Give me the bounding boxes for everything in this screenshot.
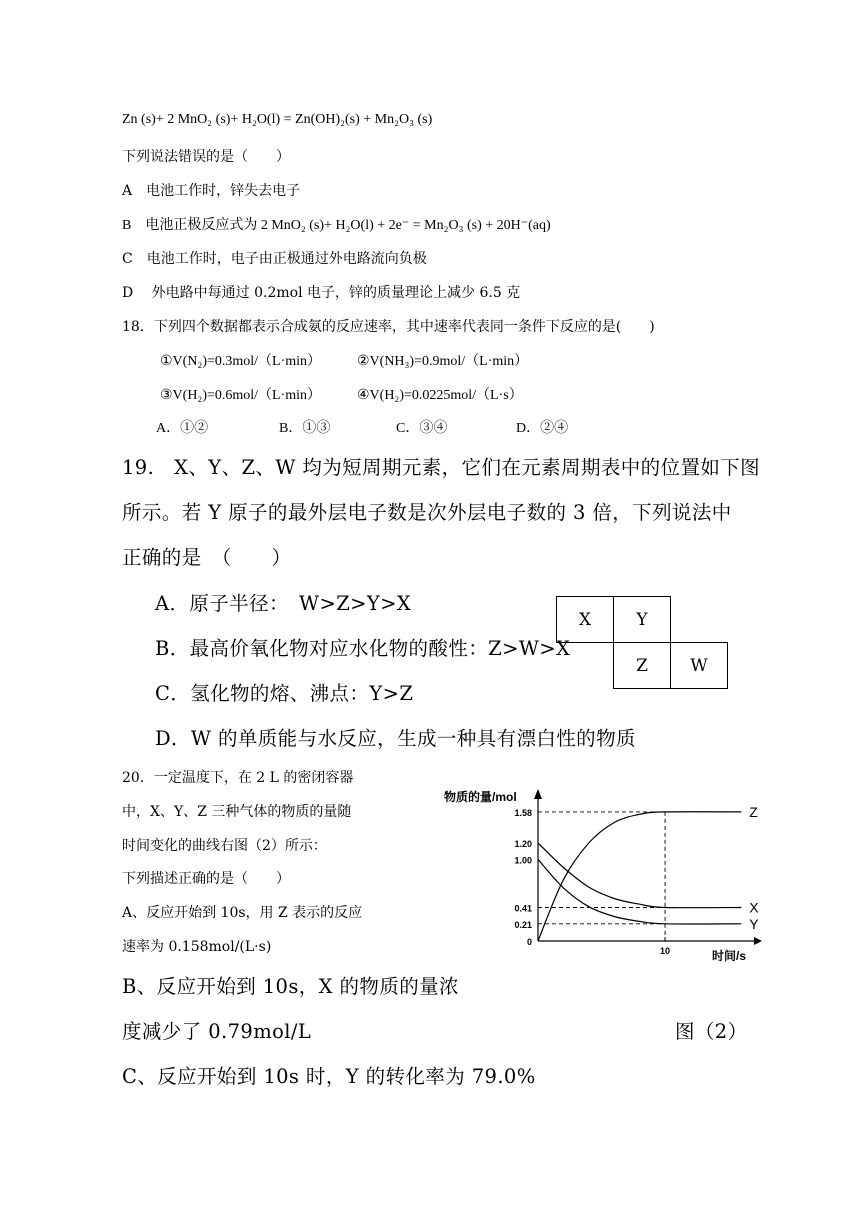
q20-line-2: 中，X、Y、Z 三种气体的物质的量随 [122, 804, 352, 820]
y-tick-label: 1.00 [514, 855, 532, 866]
figure-caption: 图（2） [675, 1020, 748, 1043]
q20-option-b-line-2: 度减少了 0.79mol/L [122, 1020, 312, 1043]
q17-option-c: C 电池工作时，电子由正极通过外电路流向负极 [122, 251, 427, 267]
q19-option-d: D．W 的单质能与水反应，生成一种具有漂白性的物质 [155, 727, 636, 750]
y-axis-arrow [534, 789, 542, 799]
q17-option-a: A 电池工作时，锌失去电子 [122, 183, 301, 199]
q18-option-a: A．①② [156, 421, 209, 436]
q20-option-a-line-1: A、反应开始到 10s，用 Z 表示的反应 [122, 905, 363, 921]
q17-option-b: B 电池正极反应式为 2 MnO₂ (s)+ H₂O(l) + 2e⁻ = Mn₂O₃ (s) + 20H⁻(aq) [122, 218, 551, 233]
series-line-x [538, 843, 741, 908]
amount-vs-time-chart [432, 784, 772, 966]
q18-rate-1: ①V(N₂)=0.3mol/（L·min） [160, 354, 322, 369]
q17-option-d: D 外电路中每通过 0.2mol 电子，锌的质量理论上减少 6.5 克 [122, 285, 521, 301]
y-tick-label: 0.21 [514, 919, 532, 930]
y-axis-label: 物质的量/mol [444, 790, 517, 804]
y-tick-label: 0.41 [514, 903, 532, 914]
q20-option-c: C、反应开始到 10s 时，Y 的转化率为 79.0% [122, 1065, 536, 1088]
x-axis-arrow [754, 937, 762, 945]
q18-option-b: B．①③ [279, 421, 331, 436]
q19-option-c: C．氢化物的熔、沸点：Y>Z [155, 682, 414, 705]
y-tick-label: 1.58 [514, 807, 532, 818]
series-label-y: Y [749, 915, 759, 932]
q18-stem: 18．下列四个数据都表示合成氨的反应速率，其中速率代表同一条件下反应的是( ) [122, 319, 655, 335]
series-line-y [538, 859, 741, 924]
periodic-table-fragment [556, 596, 728, 689]
cell-empty [557, 643, 614, 689]
q19-line-2: 所示。若 Y 原子的最外层电子数是次外层电子数的 3 倍，下列说法中 [122, 501, 732, 524]
q18-rate-2: ②V(NH₃)=0.9mol/（L·min） [357, 354, 529, 369]
q19-line-3: 正确的是 （ ） [122, 546, 292, 569]
series-label-x: X [749, 899, 759, 916]
cell-y: Y [614, 597, 671, 643]
q18-option-d: D．②④ [516, 421, 569, 436]
q19-line-1: 19. X、Y、Z、W 均为短周期元素，它们在元素周期表中的位置如下图 [122, 456, 761, 479]
q18-option-c: C．③④ [396, 421, 448, 436]
q18-rate-4: ④V(H₂)=0.0225mol/（L·s） [357, 388, 523, 403]
q20-option-a-line-2: 速率为 0.158mol/(L·s) [122, 939, 272, 955]
x-axis-label: 时间/s [712, 949, 747, 963]
cell-z: Z [614, 643, 671, 689]
q20-line-4: 下列描述正确的是（ ） [122, 871, 290, 887]
cell-x: X [557, 597, 614, 643]
q19-option-a: A．原子半径： W>Z>Y>X [155, 592, 412, 615]
y-tick-label: 0 [526, 937, 532, 947]
cell-empty [671, 597, 728, 643]
cell-w: W [671, 643, 728, 689]
q18-rate-3: ③V(H₂)=0.6mol/（L·min） [160, 388, 322, 403]
q20-line-3: 时间变化的曲线右图（2）所示： [122, 838, 327, 854]
q18-options [156, 417, 596, 437]
q17-stem: 下列说法错误的是（ ） [122, 149, 290, 165]
q20-option-b-line-1: B、反应开始到 10s，X 的物质的量浓 [122, 975, 459, 998]
equation-line: Zn (s)+ 2 MnO₂ (s)+ H₂O(l) = Zn(OH)₂(s) + Mn₂O₃ (s) [122, 112, 433, 127]
series-label-z: Z [749, 803, 758, 820]
q20-line-1: 20．一定温度下，在 2 L 的密闭容器 [122, 770, 354, 786]
y-tick-label: 1.20 [514, 838, 532, 849]
q19-option-b: B．最高价氧化物对应水化物的酸性：Z>W>X [155, 637, 571, 660]
x-tick-label: 10 [660, 946, 671, 956]
